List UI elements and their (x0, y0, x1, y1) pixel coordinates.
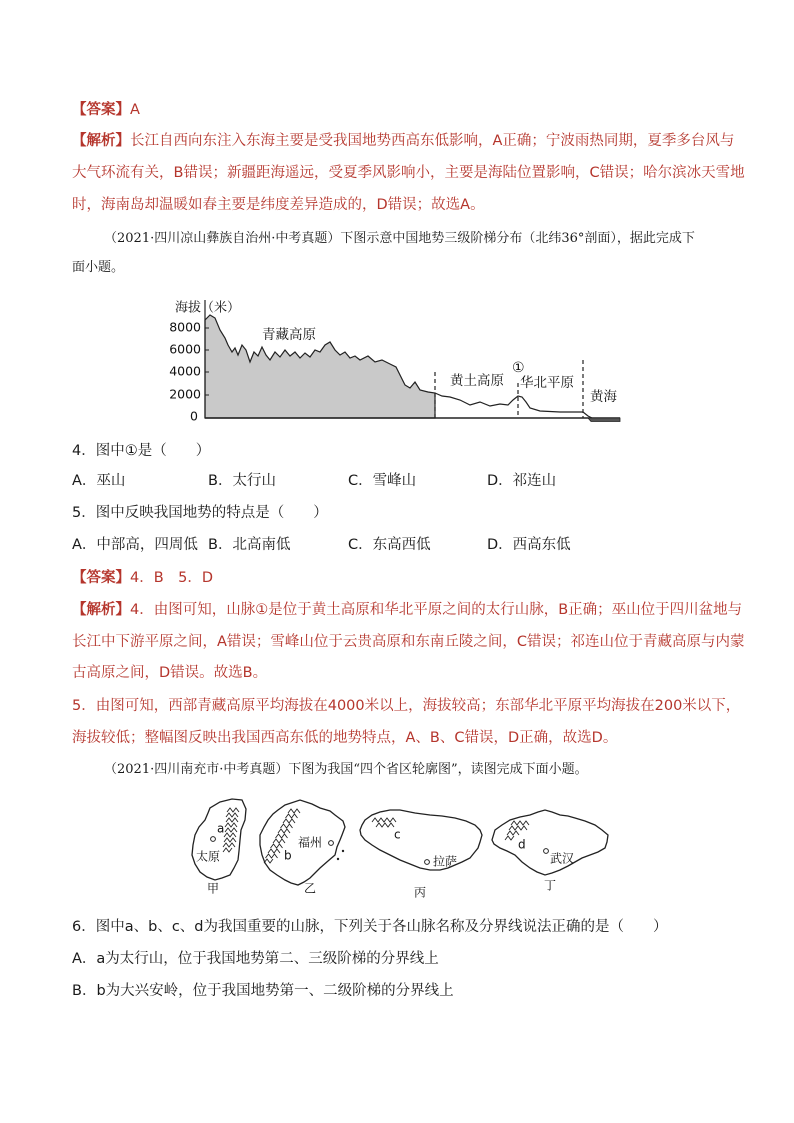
analysis-line (72, 130, 734, 152)
mountain-letter: d (518, 837, 526, 852)
answer-line-2 (72, 567, 213, 589)
city-dot (211, 837, 216, 842)
option-c: C．雪峰山 (348, 473, 417, 489)
analysis-text: 4．由图可知，山脉①是位于黄土高原和华北平原之间的太行山脉，B正确；巫山位于四川盆地与 (130, 602, 743, 618)
answer-label: 【答案】 (72, 102, 130, 118)
island-dot (342, 850, 344, 852)
question-5-stem: 5．图中反映我国地势的特点是（ ） (72, 505, 328, 521)
option-a: A．a为太行山，位于我国地势第二、三级阶梯的分界线上 (72, 951, 439, 967)
question-6-stem: 6．图中a、b、c、d为我国重要的山脉，下列关于各山脉名称及分界线说法正确的是（ ） (72, 919, 668, 935)
province-outlines-figure (180, 795, 620, 905)
terrain-profile-figure (160, 292, 630, 427)
option-b: B．b为大兴安岭，位于我国地势第一、二级阶梯的分界线上 (72, 983, 454, 999)
eastern-profile-line (435, 393, 592, 418)
question-4-options (72, 470, 672, 492)
analysis-line: 古高原之间，D错误。故选B。 (72, 665, 268, 681)
analysis-line (72, 599, 742, 621)
analysis-label: 【解析】 (72, 602, 130, 618)
option-c: C．东高西低 (348, 537, 431, 553)
y-axis-label: 海拔（米） (175, 300, 241, 316)
y-tick-label: 6000 (169, 341, 201, 357)
province-label: 乙 (303, 881, 317, 896)
mountain-letter: c (394, 827, 401, 842)
answer-value: 4．B 5．D (130, 570, 214, 586)
yellow-sea-shape (588, 418, 620, 422)
mountain-letter: b (284, 848, 292, 863)
answer-value: A (130, 102, 140, 118)
marker-circled-one: ① (512, 360, 525, 376)
question-source-intro: 面小题。 (72, 260, 125, 275)
analysis-label: 【解析】 (72, 133, 130, 149)
province-yi (260, 800, 345, 896)
y-tick-label: 4000 (169, 363, 201, 379)
province-label: 甲 (206, 881, 220, 896)
analysis-line: 时，海南岛却温暖如春主要是纬度差异造成的，D错误；故选A。 (72, 197, 485, 213)
province-jia (192, 799, 246, 896)
region-label-north-china: 华北平原 (520, 375, 574, 391)
question-5-options (72, 534, 672, 556)
city-label: 拉萨 (433, 854, 458, 869)
question-source-intro: （2021·四川凉山彝族自治州·中考真题）下图示意中国地势三级阶梯分布（北纬36°剖面），据此完成下 (104, 231, 695, 246)
province-ding (492, 810, 608, 893)
city-dot (544, 849, 549, 854)
answer-line-1 (72, 99, 140, 121)
option-b: B．北高南低 (208, 537, 291, 553)
answer-label: 【答案】 (72, 570, 130, 586)
analysis-line: 长江中下游平原之间，A错误；雪峰山位于云贵高原和东南丘陵之间，C错误；祁连山位于青藏高原与内蒙 (72, 634, 745, 650)
city-dot (329, 841, 334, 846)
region-label-yellow-sea: 黄海 (590, 389, 617, 405)
option-a: A．中部高，四周低 (72, 537, 198, 553)
qinghai-tibet-profile-fill (205, 315, 435, 418)
province-outline (360, 810, 482, 870)
option-b: B．太行山 (208, 473, 276, 489)
y-tick-label: 0 (190, 408, 198, 424)
city-dot (425, 860, 430, 865)
mountain-letter: a (217, 821, 225, 836)
y-tick-label: 2000 (169, 386, 201, 402)
analysis-text: 长江自西向东注入东海主要是受我国地势西高东低影响，A正确；宁波雨热同期，夏季多台风与 (130, 133, 735, 149)
analysis-line: 5．由图可知，西部青藏高原平均海拔在4000米以上，海拔较高；东部华北平原平均海拔在200米以下， (72, 698, 741, 714)
city-label: 太原 (196, 849, 221, 864)
analysis-line: 大气环流有关，B错误；新疆距海遥远，受夏季风影响小，主要是海陆位置影响，C错误；哈尔滨冰天雪地 (72, 165, 745, 181)
region-label-qinghai-tibet: 青藏高原 (262, 327, 316, 343)
option-d: D．祁连山 (487, 473, 557, 489)
question-4-stem: 4．图中①是（ ） (72, 443, 211, 459)
analysis-line: 海拔较低；整幅图反映出我国西高东低的地势特点，A、B、C错误，D正确，故选D。 (72, 730, 618, 746)
province-label: 丙 (413, 885, 427, 900)
region-label-loess: 黄土高原 (450, 373, 504, 389)
y-tick-label: 8000 (169, 319, 201, 335)
province-bing (360, 810, 482, 900)
option-a: A．巫山 (72, 473, 126, 489)
province-label: 丁 (543, 878, 557, 893)
question-source-intro: （2021·四川南充市·中考真题）下图为我国“四个省区轮廓图”，读图完成下面小题。 (104, 762, 588, 777)
option-d: D．西高东低 (487, 537, 571, 553)
city-label: 武汉 (550, 851, 575, 866)
city-label: 福州 (298, 835, 323, 850)
island-dot (337, 858, 339, 860)
